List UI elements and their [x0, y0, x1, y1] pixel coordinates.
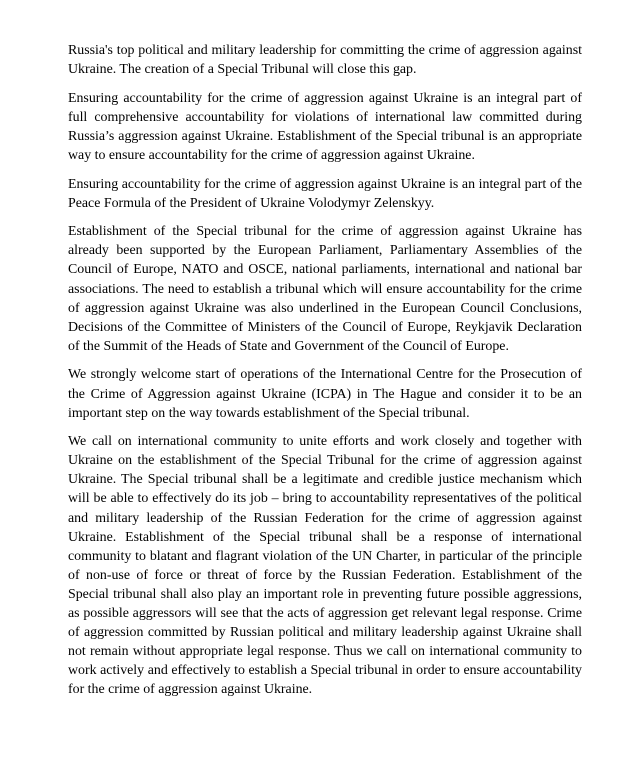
paragraph-international-support: Establishment of the Special tribunal for the crime of aggression against Ukraine has already been supported by the European Parliament, Parliamentary Assemblies of the Council of Europe, NATO and OSCE, national parliaments, international and national bar associations. The need to establish a tribunal which will ensure accountability for the crime of aggression against Ukraine was also underlined in the European Council Conclusions, Decisions of the Committee of Ministers of the Council of Europe, Reykjavik Declaration of the Summit of the Heads of State and Government of the Council of Europe.	[68, 224, 582, 354]
paragraph-comprehensive-accountability: Ensuring accountability for the crime of aggression against Ukraine is an integral part of full comprehensive accountability for violations of international law committed during Russia’s aggression against Ukraine. Establishment of the Special tribunal is an appropriate way to ensure accountability for the crime of aggression against Ukraine.	[68, 90, 582, 163]
document-body	[68, 41, 582, 700]
paragraph-peace-formula: Ensuring accountability for the crime of aggression against Ukraine is an integral part of the Peace Formula of the President of Ukraine Volodymyr Zelenskyy.	[68, 176, 582, 211]
paragraph-icpa-welcome: We strongly welcome start of operations of the International Centre for the Prosecution of the Crime of Aggression against Ukraine (ICPA) in The Hague and consider it to be an important step on the way towards establishment of the Special tribunal.	[68, 367, 582, 421]
paragraph-tribunal-gap: Russia's top political and military leadership for committing the crime of aggression against Ukraine. The creation of a Special Tribunal will close this gap.	[68, 43, 582, 78]
paragraph-call-to-action: We call on international community to unite efforts and work closely and together with Ukraine on the establishment of the Special Tribunal for the crime of aggression against Ukraine. The Special tribunal shall be a legitimate and credible justice mechanism which will be able to effectively do its job – bring to accountability representatives of the political and military leadership of the Russian Federation for the crime of aggression against Ukraine. Establishment of the Special tribunal shall be a response of international community to blatant and flagrant violation of the UN Charter, in particular of the principle of non-use of force or threat of force by the Russian Federation. Establishment of the Special tribunal shall also play an important role in preventing future possible aggressions, as possible aggressors will see that the acts of aggression get relevant legal response. Crime of aggression committed by Russian political and military leadership against Ukraine shall not remain without appropriate legal response. Thus we call on international community to work actively and effectively to establish a Special tribunal in order to ensure accountability for the crime of aggression against Ukraine.	[68, 434, 582, 698]
